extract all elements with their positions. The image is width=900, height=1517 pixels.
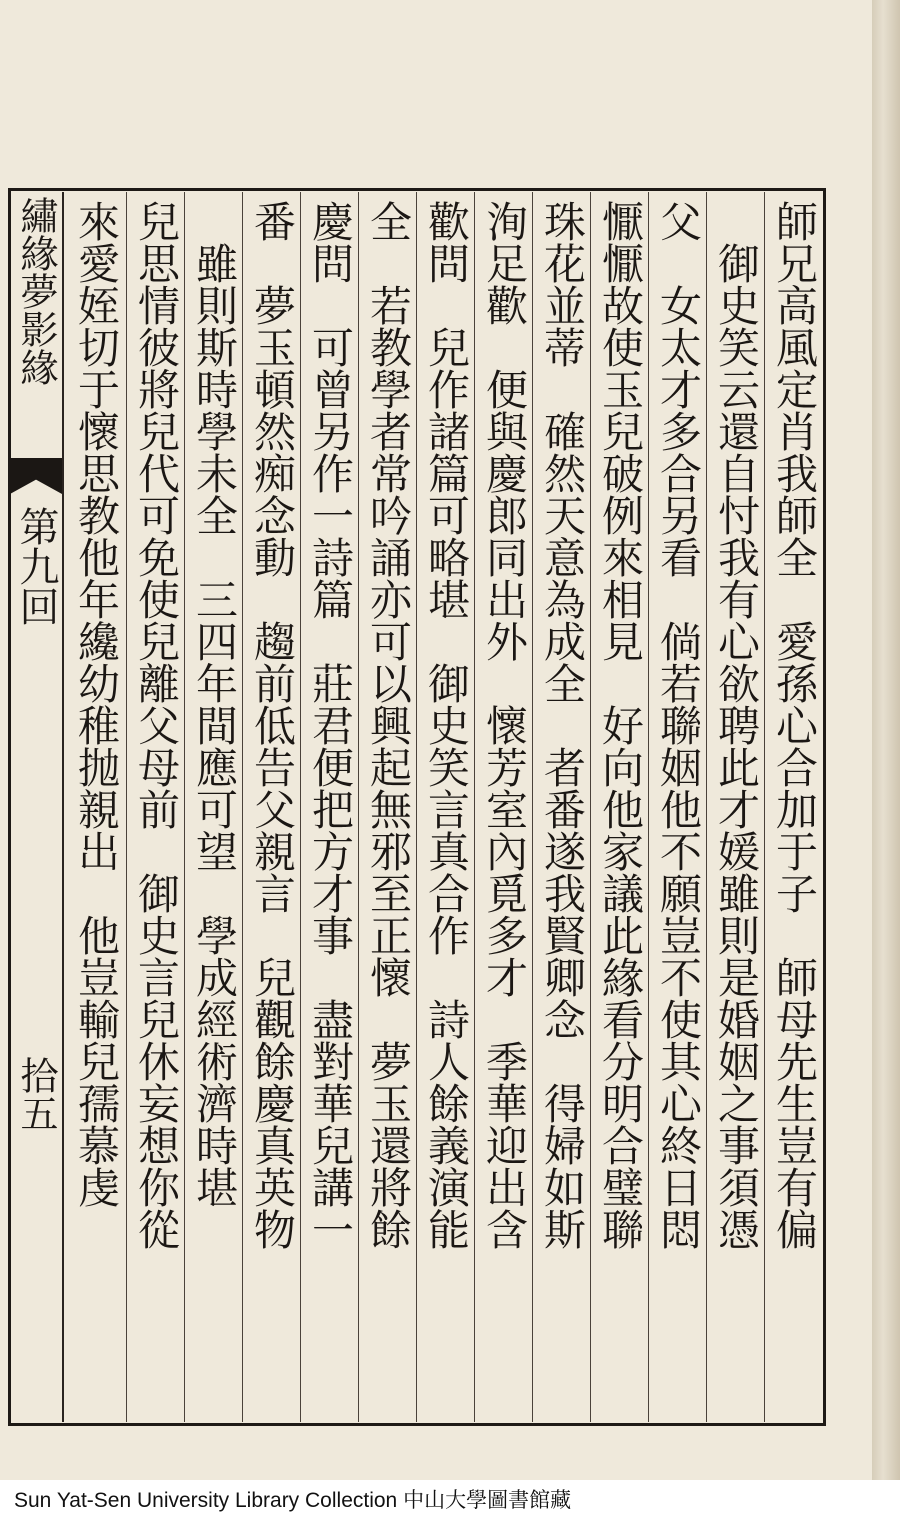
page-edge bbox=[872, 0, 900, 1480]
library-credit: Sun Yat-Sen University Library Collection 中山大學圖書館藏 bbox=[14, 1489, 572, 1512]
page-number: 拾五 bbox=[14, 1056, 58, 1132]
text-column-12: 兒思情彼將兒代可免使兒離父母前 御史言兒休妄想你從 bbox=[132, 200, 181, 1250]
text-column-9: 慶問 可曾另作一詩篇 莊君便把方才事 盡對華兒講一 bbox=[306, 200, 355, 1250]
text-column-10: 番 夢玉頓然痴念動 趨前低告父親言 兒觀餘慶真英物 bbox=[248, 200, 297, 1250]
text-column-13: 來愛姪切于懷思教他年纔幼稚抛親出 他豈輸兒孺慕虔 bbox=[72, 200, 121, 1208]
footer-bar bbox=[0, 1480, 900, 1517]
text-column-3: 父 女太才多合另看 倘若聯姻他不願豈不使其心終日悶 bbox=[654, 200, 703, 1250]
text-column-6: 洵足歡 便與慶郎同出外 懷芳室內覓多才 季華迎出含 bbox=[480, 200, 529, 1250]
book-title: 繡緣夢影緣 bbox=[14, 196, 58, 386]
text-column-7: 歡問 兒作諸篇可略堪 御史笑言真合作 詩人餘義演能 bbox=[422, 200, 471, 1250]
fishtail-mark-icon bbox=[10, 458, 62, 494]
text-column-11: 雖則斯時學未全 三四年間應可望 學成經術濟時堪 bbox=[190, 200, 239, 1208]
text-column-1: 師兄高風定肖我師全 愛孫心合加于子 師母先生豈有偏 bbox=[770, 200, 819, 1250]
text-column-8: 全 若教學者常吟誦亦可以興起無邪至正懷 夢玉還將餘 bbox=[364, 200, 413, 1250]
text-column-2: 御史笑云還自忖我有心欲聘此才媛雖則是婚姻之事須憑 bbox=[712, 200, 761, 1250]
text-column-5: 珠花並蒂 確然天意為成全 者番遂我賢卿念 得婦如斯 bbox=[538, 200, 587, 1250]
chapter-label: 第九回 bbox=[13, 506, 59, 626]
center-spine bbox=[10, 196, 62, 1422]
text-column-4: 懨懨故使玉兒破例來相見 好向他家議此緣看分明合璧聯 bbox=[596, 200, 645, 1250]
